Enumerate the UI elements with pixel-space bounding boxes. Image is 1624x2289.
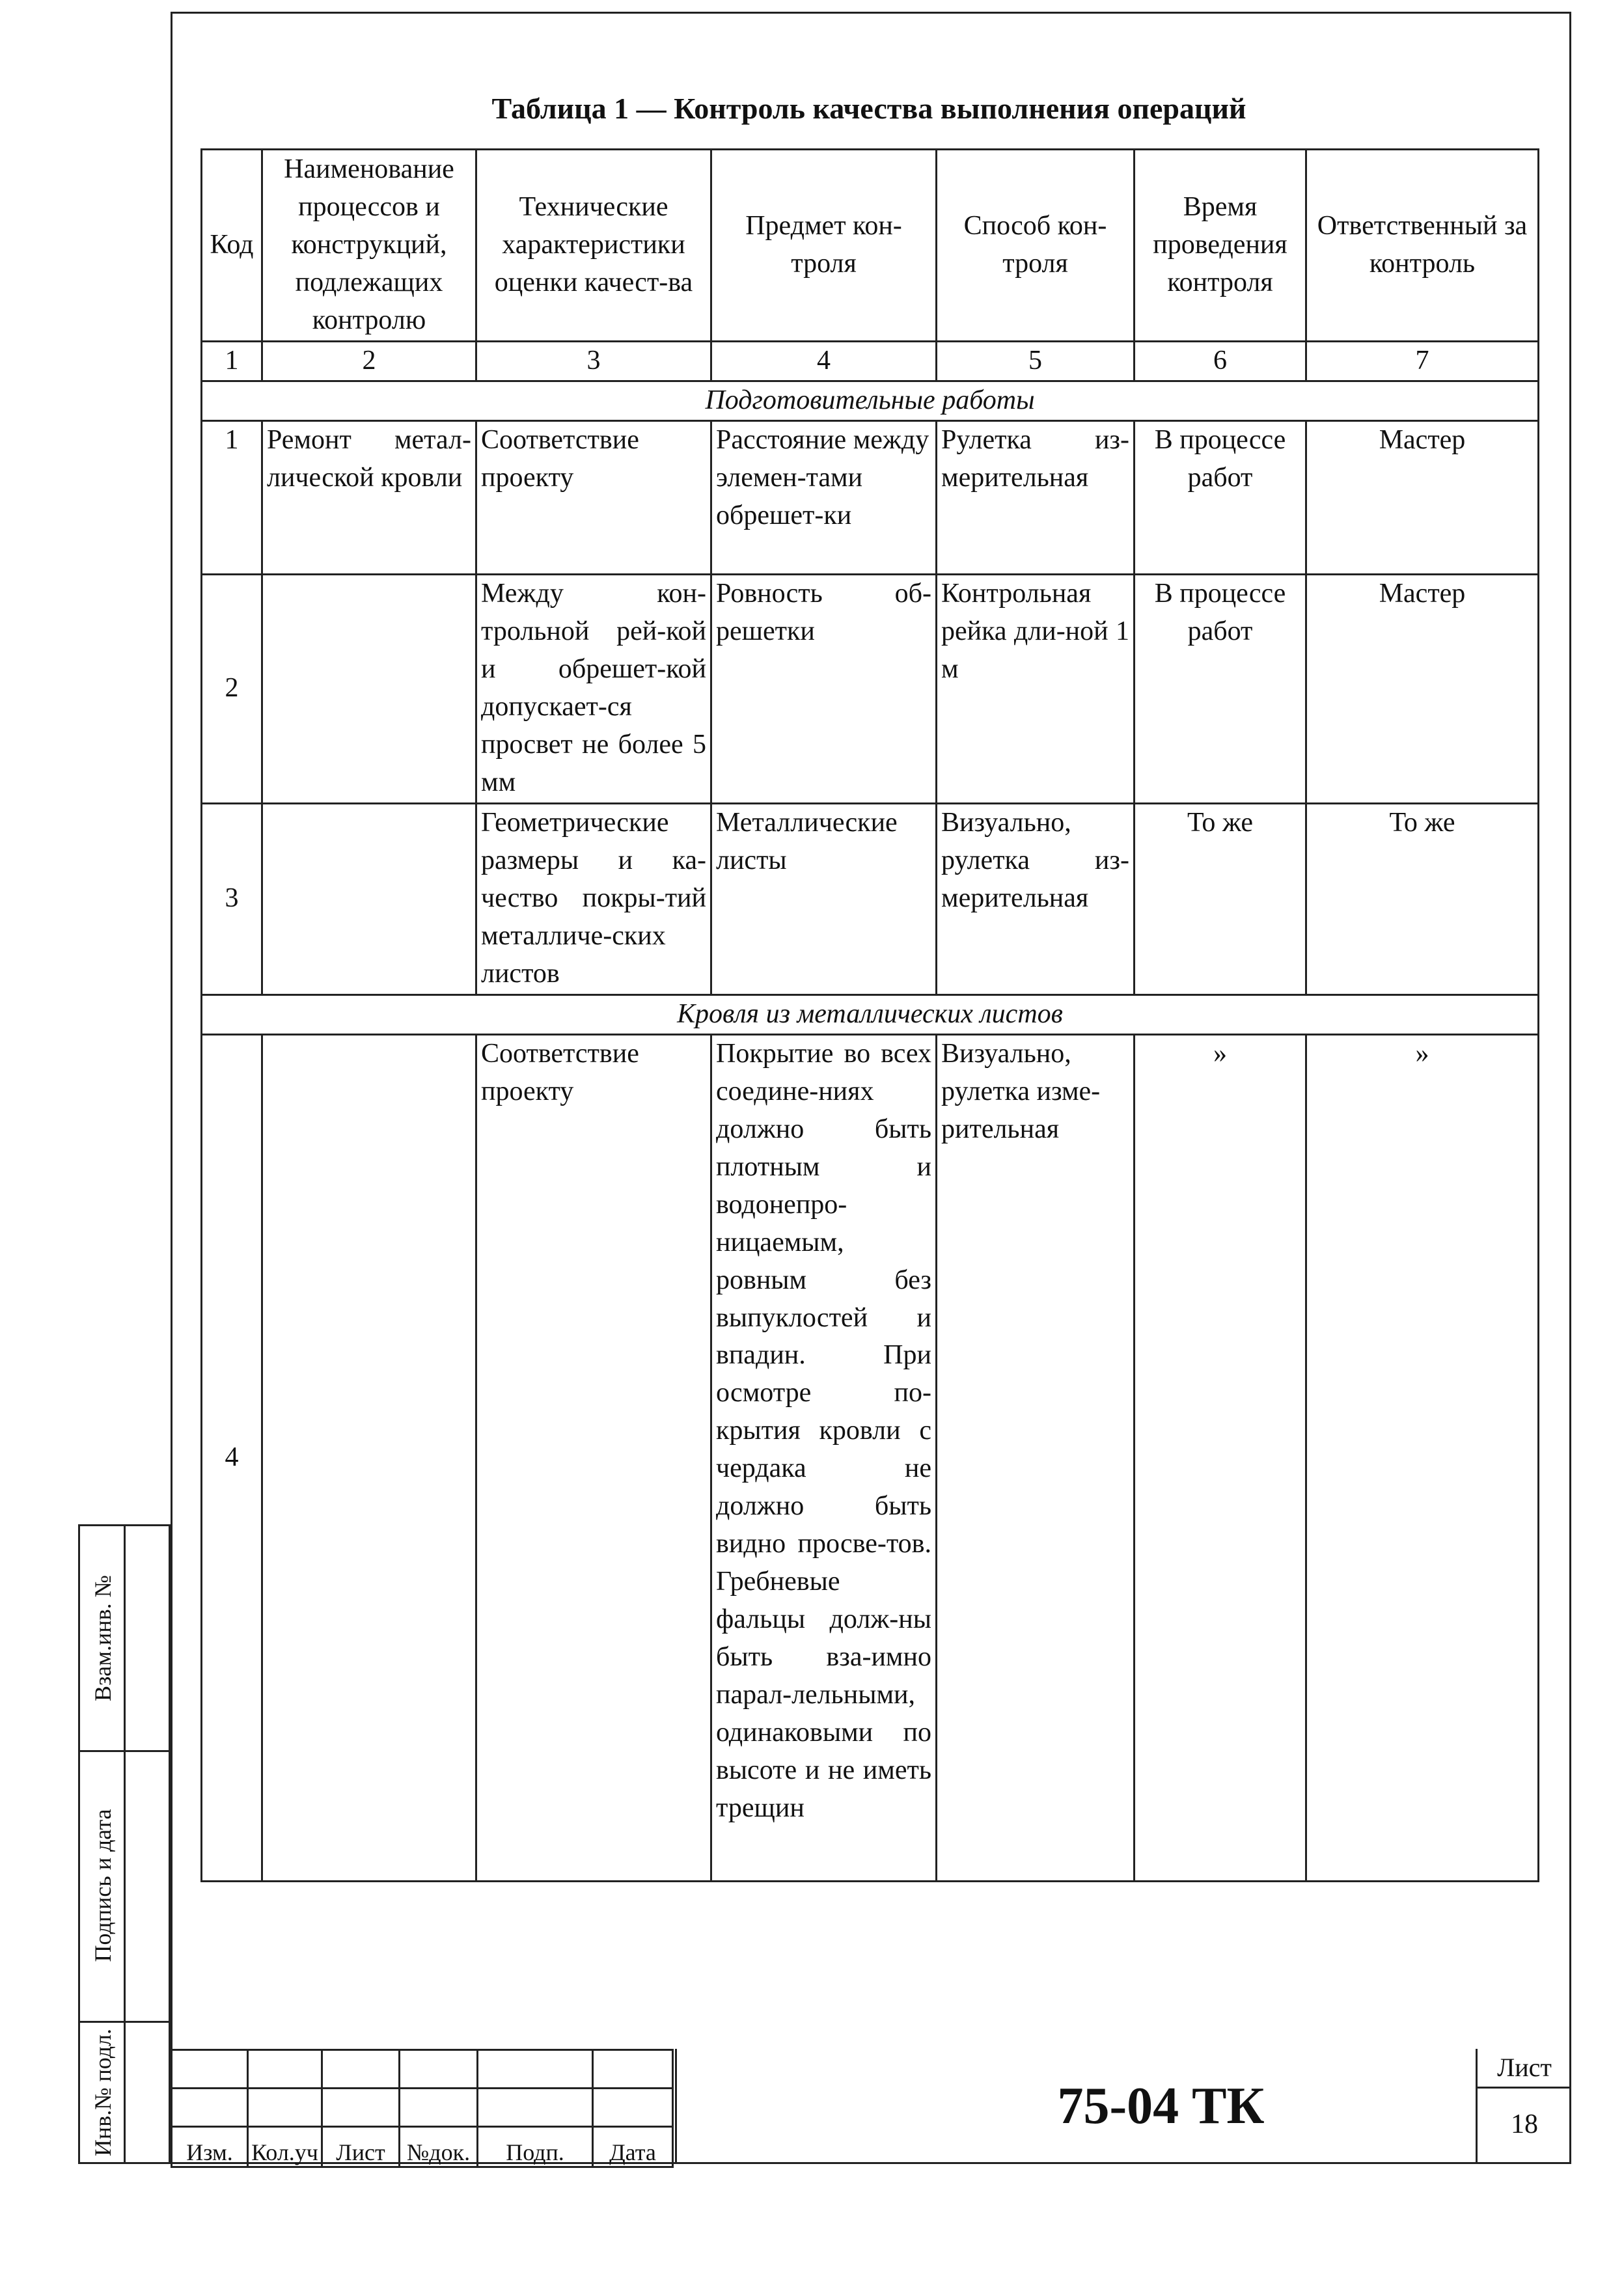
row-process bbox=[262, 1034, 476, 1881]
label-kol-uch: Кол.уч bbox=[248, 2127, 322, 2167]
header-process: Наименование процессов и конструкций, подлежащих контролю bbox=[262, 150, 476, 342]
row-code: 1 bbox=[202, 420, 262, 574]
row-time: » bbox=[1135, 1034, 1306, 1881]
row-tech: Соответствие проекту bbox=[476, 420, 711, 574]
sheet-number: 18 bbox=[1511, 2109, 1538, 2139]
row-time: В процессе работ bbox=[1135, 574, 1306, 803]
col-num: 1 bbox=[202, 342, 262, 381]
row-process bbox=[262, 574, 476, 803]
sheet-label: Лист bbox=[1478, 2049, 1571, 2089]
stamp-podpis: Подпись и дата bbox=[90, 1809, 116, 1962]
quality-control-table bbox=[200, 148, 1539, 1882]
row-responsible: Мастер bbox=[1306, 574, 1539, 803]
table-header-row bbox=[202, 150, 1539, 342]
row-method: Визуально, рулетка изме-рительная bbox=[937, 1034, 1135, 1881]
row-process: Ремонт метал-лической кровли bbox=[262, 420, 476, 574]
label-izm: Изм. bbox=[172, 2127, 248, 2167]
section-row bbox=[202, 381, 1539, 420]
label-podp: Подп. bbox=[478, 2127, 593, 2167]
row-code: 2 bbox=[202, 574, 262, 803]
header-subject: Предмет кон-троля bbox=[711, 150, 937, 342]
row-subject: Покрытие во всех соедине-ниях должно быть плотным и водонепро-ницаемым, ровным без выпуклостей и впадин. При осмотре по-крытия кровли с чердака не должно быть видно просве-тов. Гребневые фальцы долж-ны быть вза-имно парал-лельными, одинаковыми по высоте и не иметь трещин bbox=[711, 1034, 937, 1881]
section-preparatory: Подготовительные работы bbox=[202, 381, 1539, 420]
row-method: Визуально, рулетка из-мерительная bbox=[937, 803, 1135, 994]
header-time: Время проведения контроля bbox=[1135, 150, 1306, 342]
table-row bbox=[202, 420, 1539, 574]
column-number-row bbox=[202, 342, 1539, 381]
row-subject: Ровность об-решетки bbox=[711, 574, 937, 803]
row-process bbox=[262, 803, 476, 994]
table-title: Таблица 1 — Контроль качества выполнения операций bbox=[491, 92, 1246, 125]
label-list: Лист bbox=[322, 2127, 400, 2167]
header-tech: Технические характеристики оценки качест-ва bbox=[476, 150, 711, 342]
row-tech: Геометрические размеры и ка-чество покры-тий металличе-ских листов bbox=[476, 803, 711, 994]
label-data: Дата bbox=[593, 2127, 673, 2167]
col-num: 3 bbox=[476, 342, 711, 381]
row-responsible: Мастер bbox=[1306, 420, 1539, 574]
table-row bbox=[202, 803, 1539, 994]
col-num: 6 bbox=[1135, 342, 1306, 381]
row-subject: Металлические листы bbox=[711, 803, 937, 994]
section-metal-roof: Кровля из металлических листов bbox=[202, 994, 1539, 1034]
row-method: Рулетка из-мерительная bbox=[937, 420, 1135, 574]
row-tech: Соответствие проекту bbox=[476, 1034, 711, 1881]
row-time: То же bbox=[1135, 803, 1306, 994]
header-responsible: Ответственный за контроль bbox=[1306, 150, 1539, 342]
row-responsible: » bbox=[1306, 1034, 1539, 1881]
section-row bbox=[202, 994, 1539, 1034]
row-time: В процессе работ bbox=[1135, 420, 1306, 574]
row-method: Контрольная рейка дли-ной 1 м bbox=[937, 574, 1135, 803]
row-code: 4 bbox=[202, 1034, 262, 1881]
col-num: 4 bbox=[711, 342, 937, 381]
col-num: 7 bbox=[1306, 342, 1539, 381]
row-responsible: То же bbox=[1306, 803, 1539, 994]
stamp-vzam: Взам.инв. № bbox=[90, 1575, 116, 1701]
header-method: Способ кон-троля bbox=[937, 150, 1135, 342]
col-num: 2 bbox=[262, 342, 476, 381]
row-code: 3 bbox=[202, 803, 262, 994]
title-block bbox=[171, 2049, 1571, 2164]
sheet-box bbox=[1476, 2049, 1571, 2164]
revision-grid bbox=[171, 2049, 674, 2168]
row-tech: Между кон-трольной рей-кой и обрешет-кой допускает-ся просвет не более 5 мм bbox=[476, 574, 711, 803]
table-row bbox=[202, 574, 1539, 803]
label-ndok: №док. bbox=[400, 2127, 478, 2167]
table-row bbox=[202, 1034, 1539, 1881]
col-num: 5 bbox=[937, 342, 1135, 381]
side-stamp bbox=[78, 1524, 171, 2164]
document-code: 75-04 ТК bbox=[675, 2049, 1624, 2164]
row-subject: Расстояние между элемен-тами обрешет-ки bbox=[711, 420, 937, 574]
stamp-inv: Инв.№ подл. bbox=[90, 2028, 116, 2157]
header-code: Код bbox=[202, 150, 262, 342]
